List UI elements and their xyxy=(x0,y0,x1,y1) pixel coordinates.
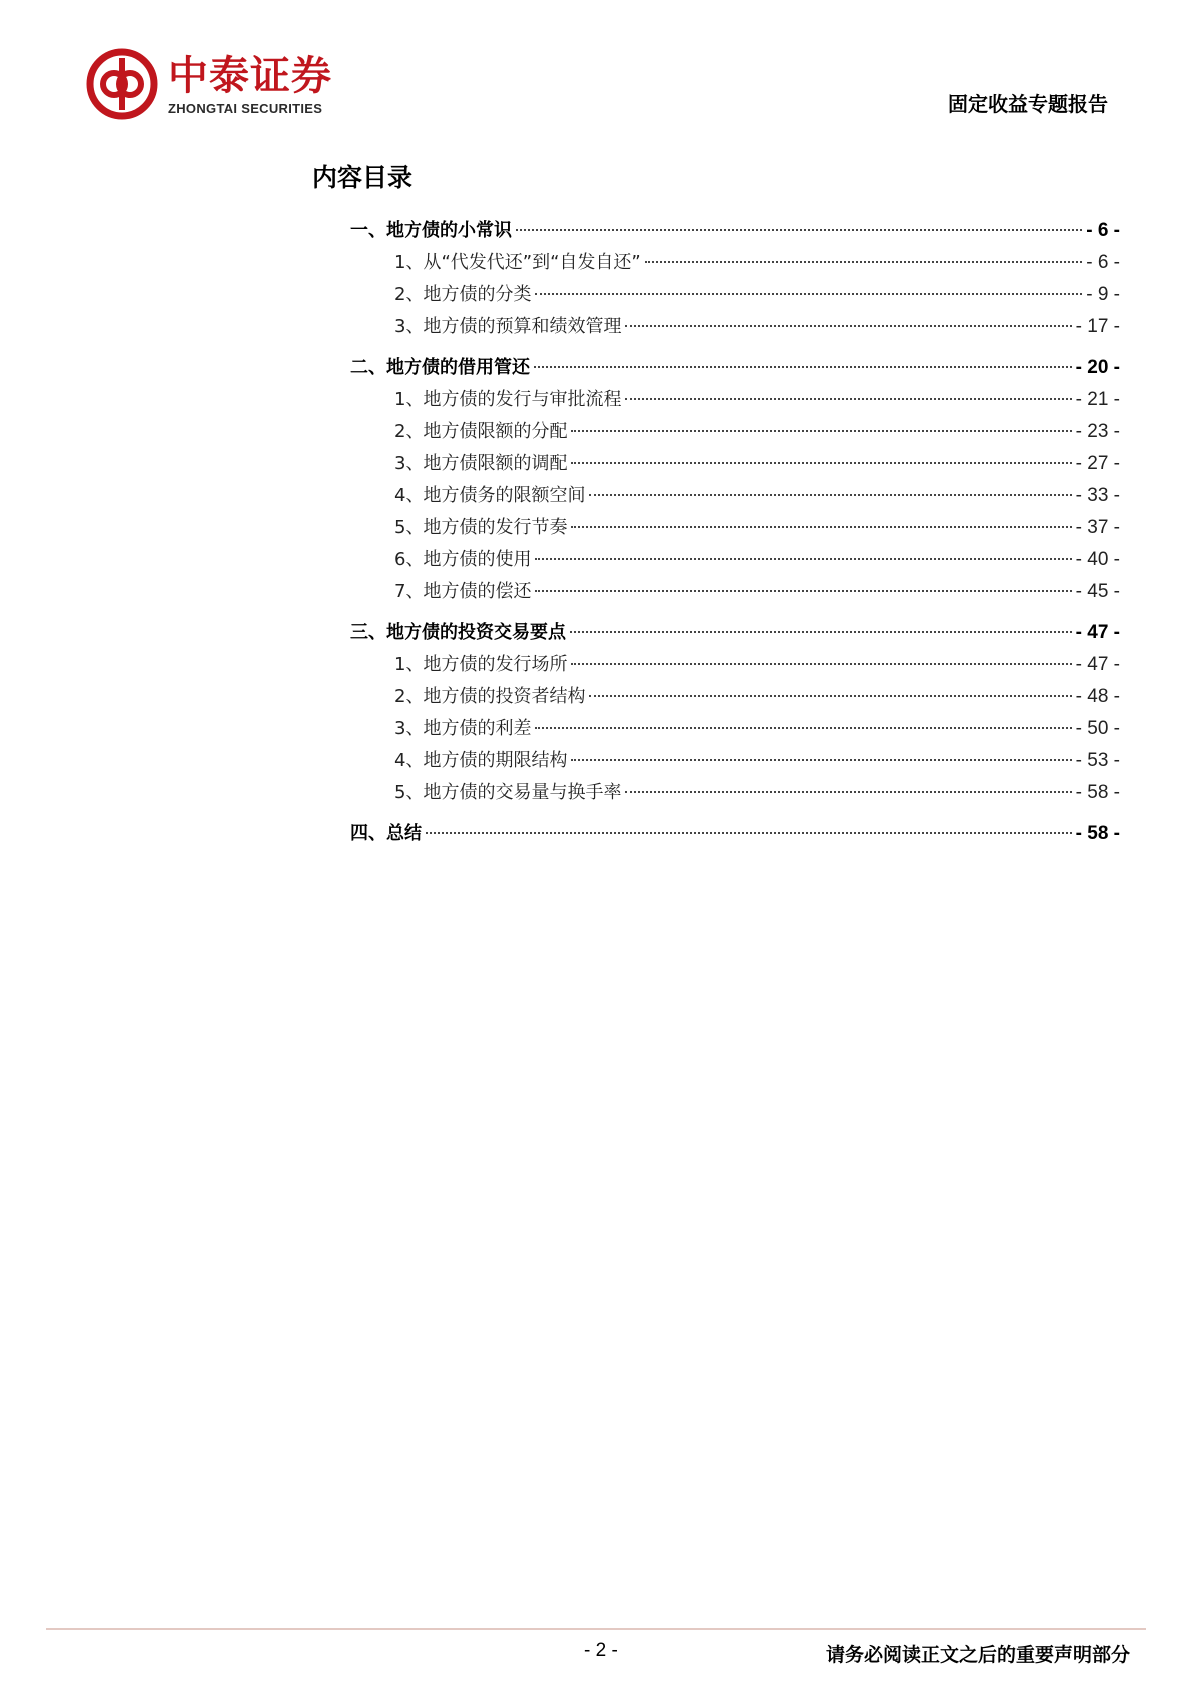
toc-entry[interactable] xyxy=(350,312,1120,344)
toc-entry[interactable] xyxy=(350,778,1120,810)
toc-page-number: - 20 - xyxy=(1075,357,1120,378)
toc-leader-dots xyxy=(571,759,1071,761)
toc-leader-dots xyxy=(534,366,1072,368)
toc-entry[interactable] xyxy=(350,449,1120,481)
toc-leader-dots xyxy=(535,727,1071,729)
footer-divider xyxy=(46,1628,1146,1630)
toc-page-number: - 40 - xyxy=(1075,549,1120,570)
toc-page-number: - 47 - xyxy=(1075,622,1120,643)
toc-page-number: - 9 - xyxy=(1086,284,1120,305)
toc-entry-label: 二、地方债的借用管还 xyxy=(350,357,530,378)
toc-leader-dots xyxy=(535,293,1082,295)
toc-leader-dots xyxy=(571,430,1071,432)
toc-entry-label: 2、地方债的分类 xyxy=(394,284,532,305)
zhongtai-logo-icon xyxy=(86,48,158,120)
toc-page-number: - 45 - xyxy=(1075,581,1120,602)
toc-entry-label: 1、从“代发代还”到“自发自还” xyxy=(394,252,641,273)
toc-page-number: - 17 - xyxy=(1075,316,1120,337)
toc-entry-label: 6、地方债的使用 xyxy=(394,549,532,570)
toc-entry[interactable] xyxy=(350,545,1120,577)
toc-entry-label: 3、地方债限额的调配 xyxy=(394,453,568,474)
toc-page-number: - 53 - xyxy=(1075,750,1120,771)
toc-leader-dots xyxy=(625,791,1071,793)
toc-entry-section-2[interactable] xyxy=(350,353,1120,385)
toc-entry-label: 一、地方债的小常识 xyxy=(350,220,512,241)
toc-entry-label: 5、地方债的交易量与换手率 xyxy=(394,782,622,803)
logo-chinese-name: 中泰证券 xyxy=(168,52,332,99)
toc-leader-dots xyxy=(571,462,1071,464)
page-number: - 2 - xyxy=(584,1640,618,1661)
toc-page-number: - 48 - xyxy=(1075,686,1120,707)
toc-entry[interactable] xyxy=(350,417,1120,449)
toc-page-number: - 47 - xyxy=(1075,654,1120,675)
toc-leader-dots xyxy=(571,663,1071,665)
toc-page-number: - 58 - xyxy=(1075,823,1120,844)
toc-leader-dots xyxy=(535,558,1071,560)
toc-entry[interactable] xyxy=(350,248,1120,280)
toc-leader-dots xyxy=(571,526,1071,528)
toc-entry-label: 7、地方债的偿还 xyxy=(394,581,532,602)
toc-entry-section-4[interactable] xyxy=(350,819,1120,851)
toc-entry-label: 4、地方债务的限额空间 xyxy=(394,485,586,506)
toc-leader-dots xyxy=(589,695,1071,697)
toc-page-number: - 58 - xyxy=(1075,782,1120,803)
toc-entry[interactable] xyxy=(350,682,1120,714)
toc-page-number: - 6 - xyxy=(1086,220,1120,241)
toc-entry-section-1[interactable] xyxy=(350,216,1120,248)
toc-page-number: - 27 - xyxy=(1075,453,1120,474)
toc-entry[interactable] xyxy=(350,714,1120,746)
toc-entry-label: 2、地方债的投资者结构 xyxy=(394,686,586,707)
toc-entry[interactable] xyxy=(350,746,1120,778)
toc-entry-section-3[interactable] xyxy=(350,618,1120,650)
toc-entry-label: 1、地方债的发行与审批流程 xyxy=(394,389,622,410)
toc-leader-dots xyxy=(535,590,1071,592)
toc-leader-dots xyxy=(645,261,1082,263)
toc-entry-label: 3、地方债的利差 xyxy=(394,718,532,739)
footer-disclaimer: 请务必阅读正文之后的重要声明部分 xyxy=(825,1644,1130,1666)
logo-english-name: ZHONGTAI SECURITIES xyxy=(168,100,323,116)
toc-page-number: - 21 - xyxy=(1075,389,1120,410)
toc-entry[interactable] xyxy=(350,385,1120,417)
toc-entry-label: 四、总结 xyxy=(350,823,422,844)
toc-entry-label: 3、地方债的预算和绩效管理 xyxy=(394,316,622,337)
toc-leader-dots xyxy=(625,398,1071,400)
toc-entry[interactable] xyxy=(350,650,1120,682)
toc-entry[interactable] xyxy=(350,513,1120,545)
toc-page-number: - 37 - xyxy=(1075,517,1120,538)
toc-entry-label: 三、地方债的投资交易要点 xyxy=(350,622,566,643)
toc-leader-dots xyxy=(426,832,1072,834)
toc-title: 内容目录 xyxy=(312,163,413,192)
toc-entry[interactable] xyxy=(350,481,1120,513)
report-type-label: 固定收益专题报告 xyxy=(948,92,1108,116)
toc-leader-dots xyxy=(570,631,1072,633)
toc-entry-label: 4、地方债的期限结构 xyxy=(394,750,568,771)
toc-entry-label: 1、地方债的发行场所 xyxy=(394,654,568,675)
toc-page-number: - 50 - xyxy=(1075,718,1120,739)
toc-entry[interactable] xyxy=(350,577,1120,609)
toc-leader-dots xyxy=(589,494,1071,496)
toc-leader-dots xyxy=(516,229,1082,231)
toc-entry-label: 5、地方债的发行节奏 xyxy=(394,517,568,538)
toc-page-number: - 6 - xyxy=(1086,252,1120,273)
toc-entry-label: 2、地方债限额的分配 xyxy=(394,421,568,442)
table-of-contents xyxy=(350,216,1120,851)
toc-entry[interactable] xyxy=(350,280,1120,312)
toc-page-number: - 23 - xyxy=(1075,421,1120,442)
company-logo xyxy=(86,48,332,120)
toc-page-number: - 33 - xyxy=(1075,485,1120,506)
toc-leader-dots xyxy=(625,325,1071,327)
